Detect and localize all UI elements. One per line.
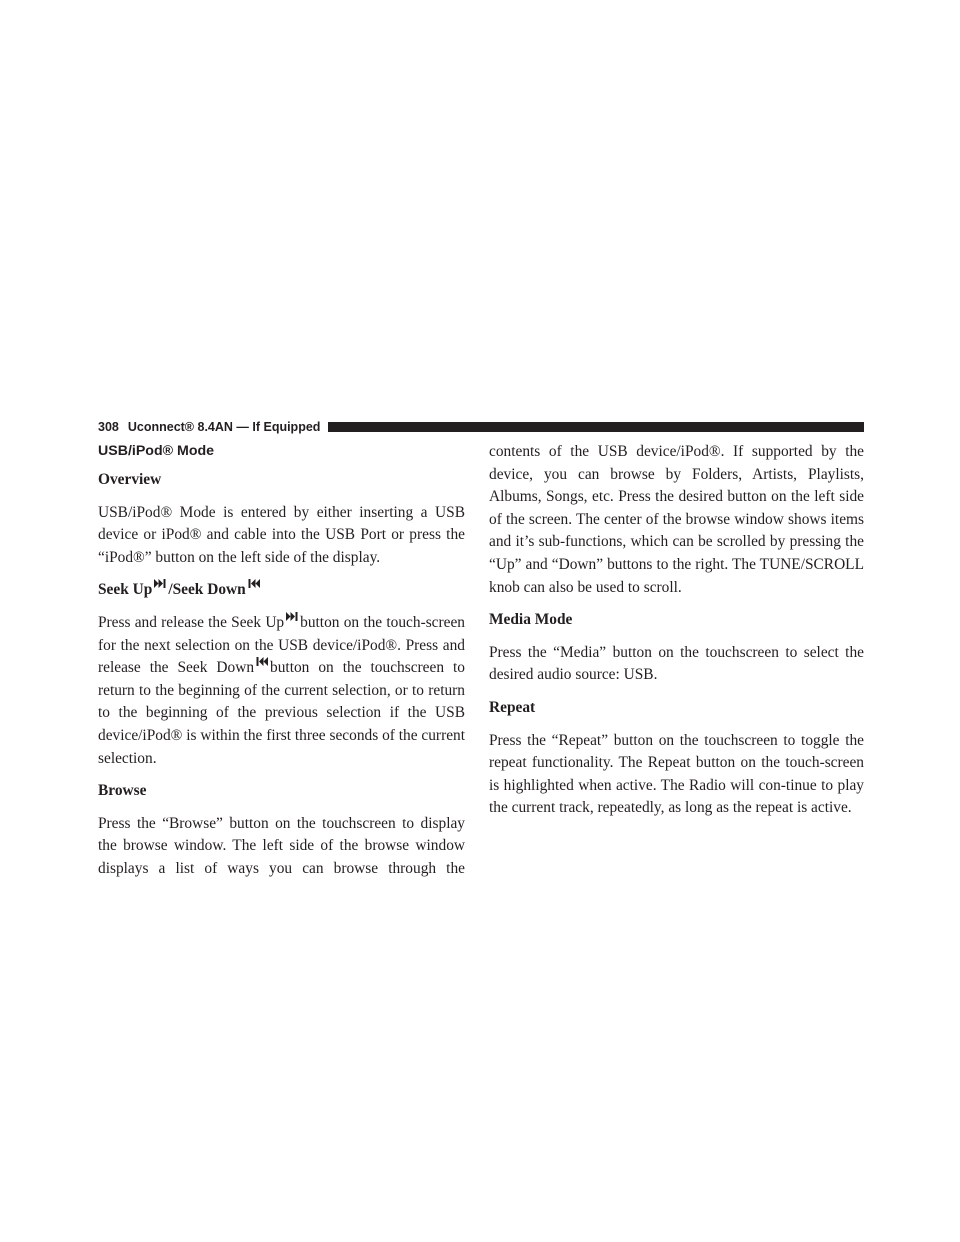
seek-down-icon	[256, 663, 268, 672]
seek-up-icon	[286, 618, 298, 627]
seek-paragraph	[98, 612, 465, 770]
seek-heading-down: /Seek Down	[168, 581, 246, 599]
left-column	[98, 441, 465, 891]
section-title: USB/iPod® Mode	[98, 443, 215, 459]
page-number: 308	[98, 419, 119, 434]
page-header	[98, 419, 864, 434]
seek-text-2: button on the touch-screen for the next selection on the USB device/iPod®. Press and release the Seek Down	[98, 613, 465, 677]
seek-heading-up: Seek Up	[98, 581, 153, 599]
seek-heading	[98, 579, 465, 602]
browse-paragraph-left: Press the “Browse” button on the touchscreen to display the browse window. The left side of the browse window displays a list of ways you can browse through the	[98, 814, 465, 877]
repeat-heading: Repeat	[489, 698, 536, 716]
seek-up-icon	[154, 585, 166, 594]
media-mode-heading: Media Mode	[489, 611, 573, 629]
seek-text-1: Press and release the Seek Up	[98, 613, 285, 631]
right-column	[489, 441, 864, 830]
browse-heading: Browse	[98, 782, 147, 800]
seek-down-icon	[248, 585, 260, 594]
chapter-title: Uconnect® 8.4AN — If Equipped	[127, 419, 321, 434]
header-rule	[328, 422, 864, 432]
overview-paragraph: USB/iPod® Mode is entered by either inserting a USB device or iPod® and cable into the USB Port or press the “iPod®” button on the left side of the display.	[98, 503, 465, 566]
browse-paragraph-right: contents of the USB device/iPod®. If supported by the device, you can browse by Folders, Artists, Playlists, Albums, Songs, etc. Press the desired button on the left side of the screen. The center of the browse window shows items and it’s sub-functions, which can be scrolled by pressing the “Up” and “Down” buttons to the right. The TUNE/SCROLL knob can also be used to scroll.	[489, 443, 864, 596]
repeat-paragraph: Press the “Repeat” button on the touchscreen to toggle the repeat functionality. The Repeat button on the touch-screen is highlighted when active. The Radio will con-tinue to play the current track, repeatedly, as long as the repeat is active.	[489, 731, 864, 817]
media-mode-paragraph: Press the “Media” button on the touchscreen to select the desired audio source: USB.	[489, 643, 864, 684]
seek-text-3: button on the touchscreen to return to the beginning of the current selection, or to return to the beginning of the previous selection if the USB device/iPod® is within the first three seconds of the current selection.	[98, 659, 465, 767]
overview-heading: Overview	[98, 471, 162, 488]
